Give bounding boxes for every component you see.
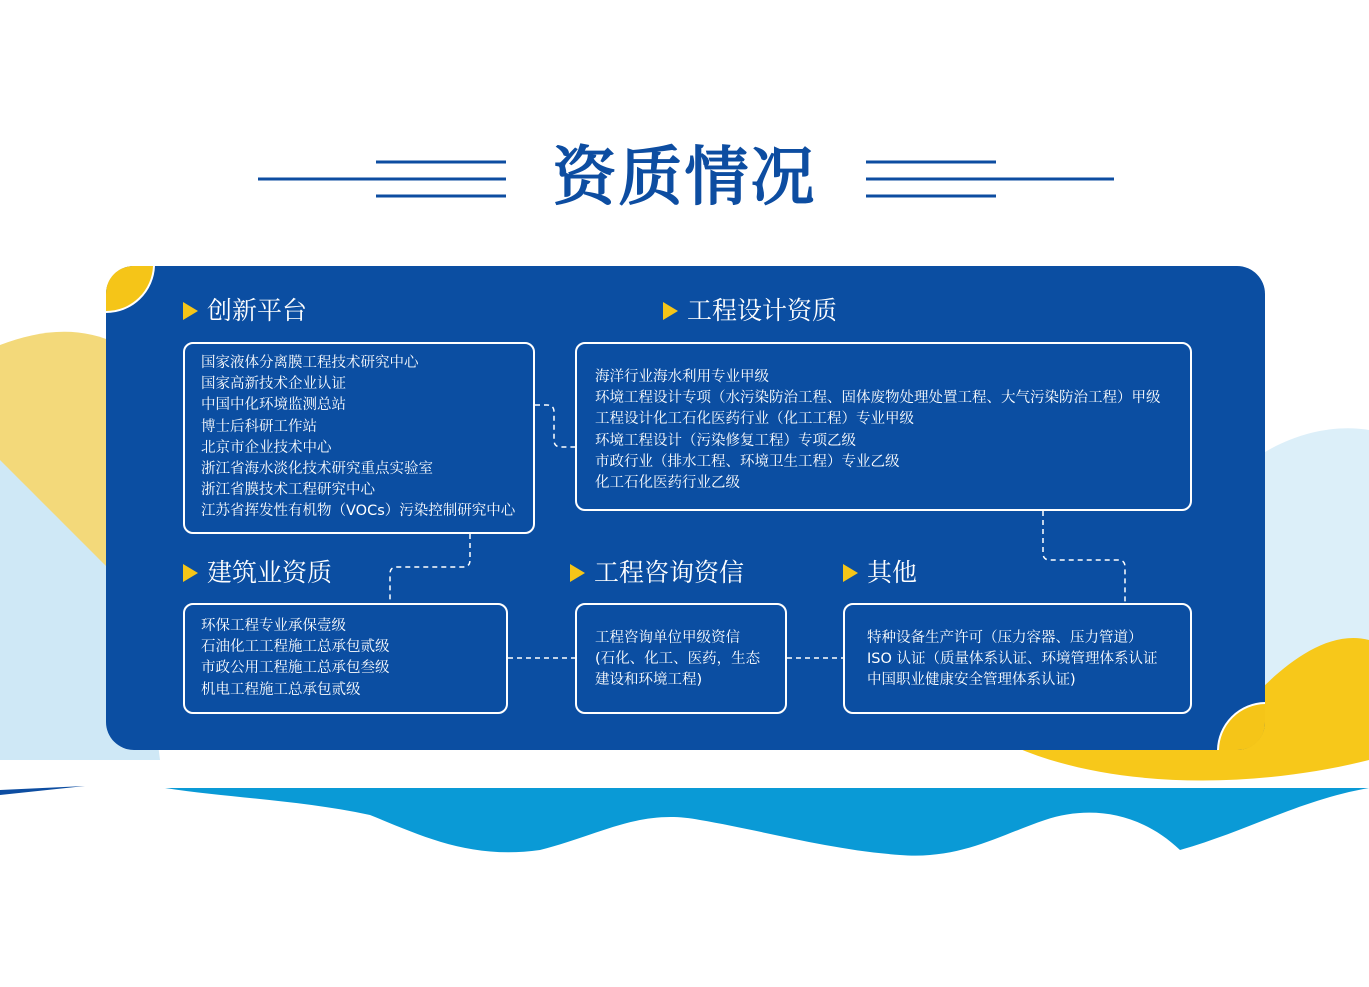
heading-design: 工程设计资质 <box>663 296 837 326</box>
list-item: 浙江省膜技术工程研究中心 <box>201 482 375 499</box>
list-item: 博士后科研工作站 <box>201 418 317 435</box>
list-item: 市政行业（排水工程、环境卫生工程）专业乙级 <box>595 453 900 470</box>
heading-consulting: 工程咨询资信 <box>570 558 744 588</box>
list-item: 江苏省挥发性有机物（VOCs）污染控制研究中心 <box>201 503 516 520</box>
list-item: 环境工程设计（污染修复工程）专项乙级 <box>595 432 856 449</box>
triangle-icon <box>843 564 858 582</box>
list-item: 中国中化环境监测总站 <box>201 397 346 414</box>
list-item: 特种设备生产许可（压力容器、压力管道） <box>867 630 1143 646</box>
list-item: 国家液体分离膜工程技术研究中心 <box>201 355 419 371</box>
list-item: 海洋行业海水利用专业甲级 <box>595 369 769 385</box>
list-item: 石油化工工程施工总承包贰级 <box>201 639 390 656</box>
list-item: 国家高新技术企业认证 <box>201 376 346 393</box>
list-item: 工程咨询单位甲级资信 <box>595 630 740 646</box>
heading-construction: 建筑业资质 <box>183 558 332 588</box>
box-construction <box>183 603 508 714</box>
triangle-icon <box>183 302 198 320</box>
list-item: (石化、化工、医药，生态 <box>595 651 761 668</box>
list-item: 中国职业健康安全管理体系认证) <box>867 672 1076 689</box>
list-item: 工程设计化工石化医药行业（化工工程）专业甲级 <box>595 411 914 428</box>
list-item: 北京市企业技术中心 <box>201 439 332 456</box>
box-consulting <box>575 603 787 714</box>
box-other <box>843 603 1192 714</box>
list-item: 浙江省海水淡化技术研究重点实验室 <box>201 461 433 478</box>
heading-other: 其他 <box>843 558 917 588</box>
list-item: 环保工程专业承保壹级 <box>201 618 346 634</box>
triangle-icon <box>663 302 678 320</box>
list-item: 化工石化医药行业乙级 <box>595 475 740 492</box>
list-item: ISO 认证（质量体系认证、环境管理体系认证 <box>867 651 1158 668</box>
box-design <box>575 342 1192 511</box>
triangle-icon <box>183 564 198 582</box>
box-innovation <box>183 342 535 534</box>
list-item: 环境工程设计专项（水污染防治工程、固体废物处理处置工程、大气污染防治工程）甲级 <box>595 390 1161 407</box>
list-item: 市政公用工程施工总承包叁级 <box>201 660 390 677</box>
triangle-icon <box>570 564 585 582</box>
page-title: 资质情况 <box>552 141 817 215</box>
heading-innovation: 创新平台 <box>183 296 307 326</box>
list-item: 建设和环境工程) <box>595 672 703 689</box>
list-item: 机电工程施工总承包贰级 <box>201 681 361 698</box>
